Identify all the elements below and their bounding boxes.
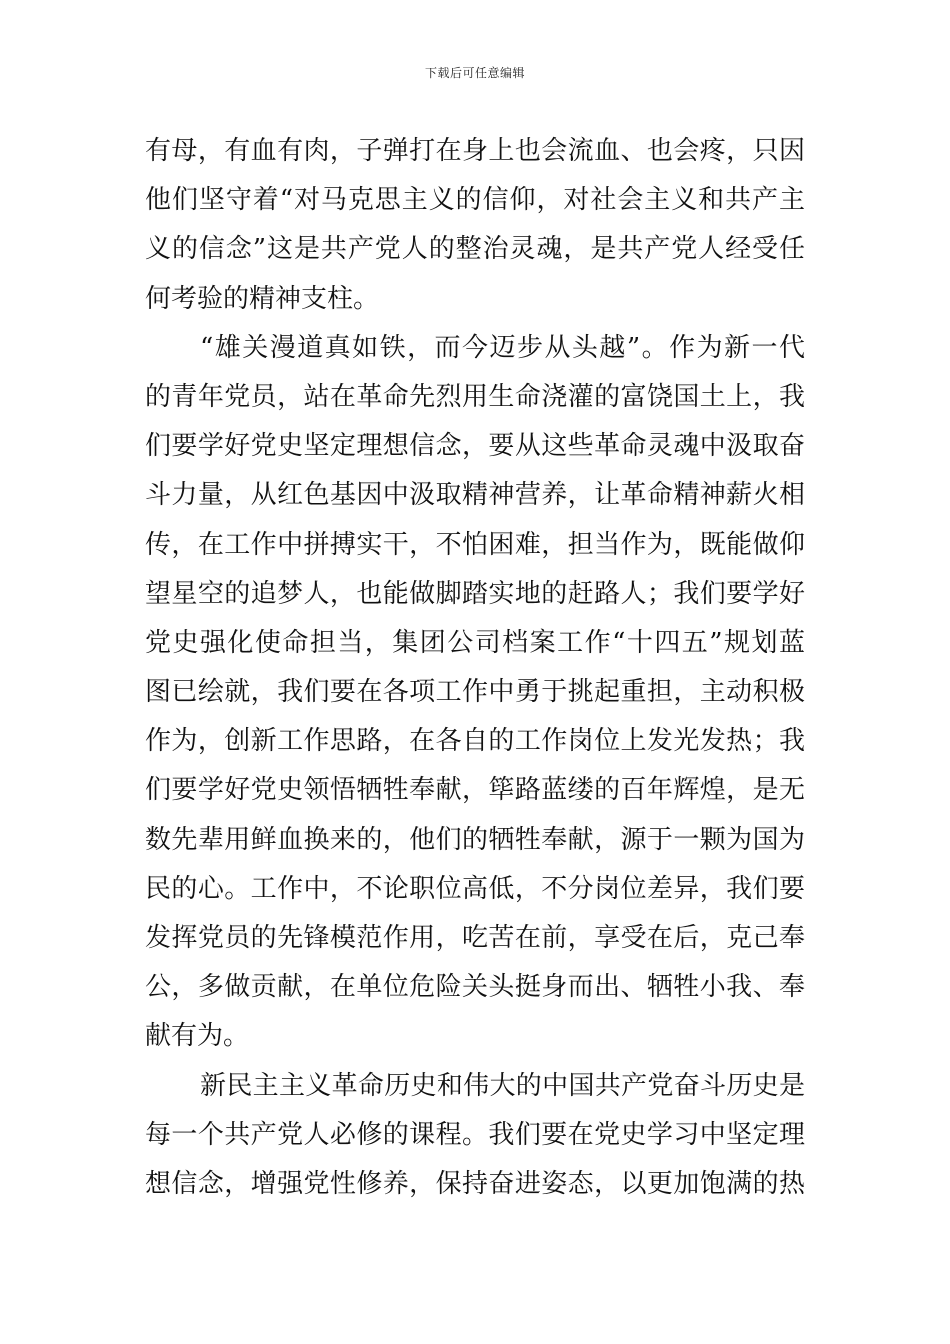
text-line: 民的心。工作中，不论职位高低，不分岗位差异，我们要	[145, 873, 805, 904]
text-line: 想信念，增强党性修养，保持奋进姿态，以更加饱满的热	[145, 1168, 805, 1199]
text-line: 义的信念”这是共产党人的整治灵魂，是共产党人经受任	[145, 234, 805, 265]
text-line: 献有为。	[145, 1021, 250, 1052]
text-line: 公，多做贡献，在单位危险关头挺身而出、牺牲小我、奉	[145, 972, 805, 1003]
text-line: 们要学好党史领悟牺牲奉献，筚路蓝缕的百年辉煌，是无	[145, 775, 805, 806]
document-body	[145, 127, 805, 1209]
paragraph-start-line: 新民主主义革命历史和伟大的中国共产党奋斗历史是	[200, 1070, 805, 1101]
text-line: 每一个共产党人必修的课程。我们要在党史学习中坚定理	[145, 1119, 805, 1150]
text-line: 图已绘就，我们要在各项工作中勇于挑起重担，主动积极	[145, 677, 805, 708]
text-line: 的青年党员，站在革命先烈用生命浇灌的富饶国土上，我	[145, 381, 805, 412]
text-line: 有母，有血有肉，子弹打在身上也会流血、也会疼，只因	[145, 136, 805, 166]
text-line: 们要学好党史坚定理想信念，要从这些革命灵魂中汲取奋	[145, 431, 805, 462]
text-line: 望星空的追梦人，也能做脚踏实地的赶路人；我们要学好	[145, 578, 805, 609]
text-line: 党史强化使命担当，集团公司档案工作“十四五”规划蓝	[145, 627, 805, 658]
text-line: 传，在工作中拼搏实干，不怕困难，担当作为，既能做仰	[145, 529, 805, 560]
text-line: 数先辈用鲜血换来的，他们的牺牲奉献，源于一颗为国为	[145, 824, 805, 855]
text-line: 斗力量，从红色基因中汲取精神营养，让革命精神薪火相	[145, 480, 805, 511]
page-header: 下载后可任意编辑	[424, 66, 525, 80]
text-line: 发挥党员的先锋模范作用，吃苦在前，享受在后，克己奉	[145, 923, 805, 953]
paragraph-start-line: “雄关漫道真如铁，而今迈步从头越”。作为新一代	[200, 332, 805, 363]
text-line: 他们坚守着“对马克思主义的信仰，对社会主义和共产主	[145, 185, 805, 216]
text-line: 何考验的精神支柱。	[145, 283, 380, 314]
text-line: 作为，创新工作思路，在各自的工作岗位上发光发热；我	[145, 726, 805, 757]
